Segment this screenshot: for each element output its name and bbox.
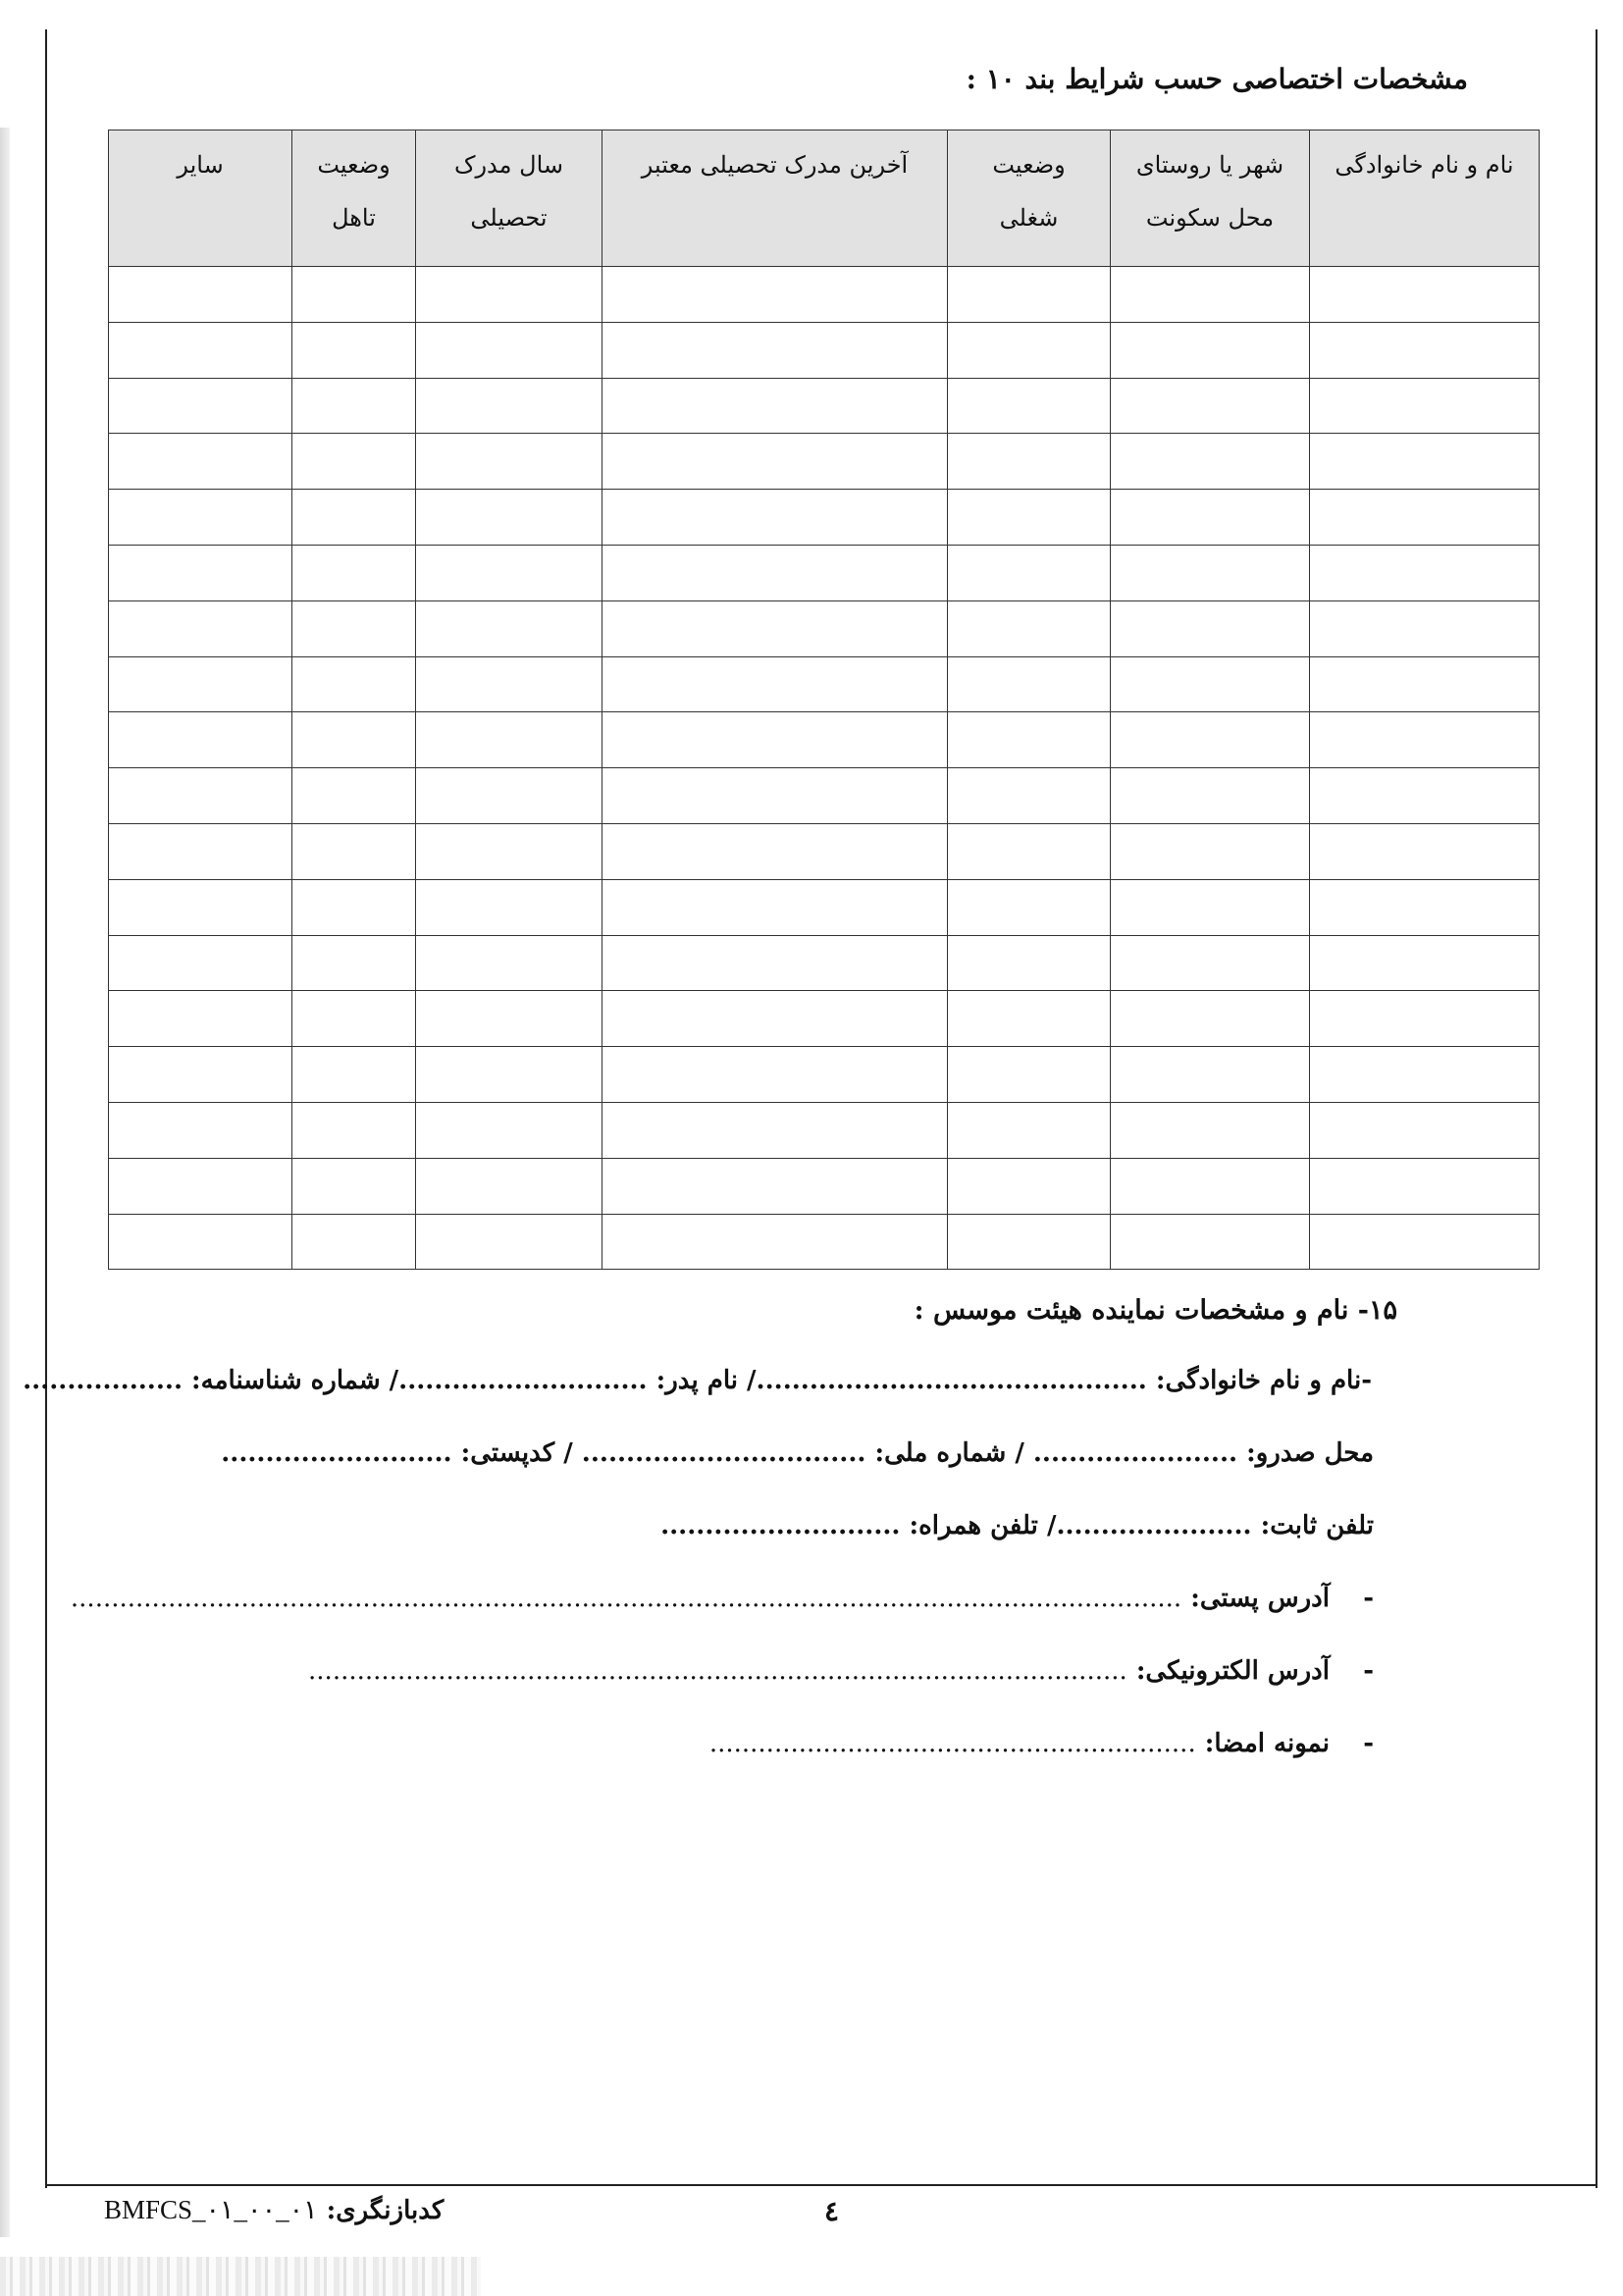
table-cell — [109, 656, 292, 712]
table-row — [109, 935, 1540, 991]
table-cell — [109, 935, 292, 991]
table-row — [109, 768, 1540, 824]
representative-title: ۱۵- نام و مشخصات نماینده هیئت موسس : — [914, 1295, 1397, 1326]
table-cell — [109, 712, 292, 768]
table-cell — [602, 434, 948, 490]
table-row — [109, 267, 1540, 323]
header-last-degree: آخرین مدرک تحصیلی معتبر — [602, 130, 948, 267]
table-row — [109, 600, 1540, 656]
signature-line — [709, 1729, 1374, 1758]
bullet: - — [1363, 1729, 1374, 1758]
table-cell — [292, 267, 416, 323]
table-row — [109, 879, 1540, 935]
table-cell — [602, 991, 948, 1047]
table-cell — [948, 1047, 1111, 1103]
table-row — [109, 823, 1540, 879]
header-residence-city: شهر یا روستای محل سکونت — [1111, 130, 1310, 267]
header-degree-year: سال مدرک تحصیلی — [416, 130, 602, 267]
table-cell — [1111, 600, 1310, 656]
table-cell — [416, 600, 602, 656]
table-cell — [292, 378, 416, 434]
header-employment-status: وضعیت شغلی — [948, 130, 1111, 267]
table-cell — [416, 1102, 602, 1158]
table-cell — [416, 656, 602, 712]
table-cell — [1111, 1102, 1310, 1158]
header-other: سایر — [109, 130, 292, 267]
table-cell — [602, 490, 948, 546]
table-cell — [948, 378, 1111, 434]
table-cell — [109, 545, 292, 600]
table-cell — [1310, 1158, 1540, 1214]
table-row — [109, 712, 1540, 768]
table-cell — [1310, 1214, 1540, 1270]
email-address-label: آدرس الکترونیکی: — [1135, 1656, 1330, 1686]
table-cell — [1310, 712, 1540, 768]
table-cell — [1310, 600, 1540, 656]
table-cell — [1310, 378, 1540, 434]
table-cell — [1111, 490, 1310, 546]
table-row — [109, 378, 1540, 434]
table-cell — [1310, 545, 1540, 600]
table-cell — [1310, 991, 1540, 1047]
table-cell — [602, 378, 948, 434]
table-cell — [1310, 490, 1540, 546]
table-cell — [109, 768, 292, 824]
table-cell — [416, 545, 602, 600]
frame-line-bottom — [45, 2184, 1597, 2186]
table-cell — [602, 322, 948, 378]
frame-line-right — [1596, 29, 1597, 2188]
table-cell — [602, 823, 948, 879]
table-cell — [948, 823, 1111, 879]
table-cell — [602, 656, 948, 712]
table-cell — [292, 879, 416, 935]
table-cell — [109, 1214, 292, 1270]
table-cell — [416, 935, 602, 991]
table-cell — [416, 378, 602, 434]
table-cell — [1111, 823, 1310, 879]
table-cell — [948, 1102, 1111, 1158]
table-row — [109, 991, 1540, 1047]
table-row — [109, 1158, 1540, 1214]
signature-label: نمونه امضا: — [1204, 1729, 1330, 1758]
table-cell — [948, 879, 1111, 935]
postal-address-label: آدرس پستی: — [1190, 1584, 1330, 1613]
table-cell — [292, 935, 416, 991]
table-cell — [109, 378, 292, 434]
table-cell — [1310, 1047, 1540, 1103]
table-cell — [948, 322, 1111, 378]
table-cell — [602, 935, 948, 991]
table-cell — [948, 600, 1111, 656]
table-cell — [1310, 267, 1540, 323]
email-address-dots: ..................................................................................................... — [308, 1656, 1127, 1686]
header-full-name: نام و نام خانوادگی — [1310, 130, 1540, 267]
signature-dots: ............................................................ — [708, 1729, 1196, 1758]
table-cell — [292, 712, 416, 768]
table-cell — [416, 1214, 602, 1270]
table-cell — [109, 991, 292, 1047]
table-cell — [1111, 712, 1310, 768]
table-cell — [416, 823, 602, 879]
table-cell — [416, 434, 602, 490]
table-cell — [1310, 1102, 1540, 1158]
table-cell — [602, 545, 948, 600]
revision-code — [104, 2195, 444, 2225]
table-cell — [1111, 935, 1310, 991]
table-cell — [1111, 768, 1310, 824]
table-cell — [416, 322, 602, 378]
email-address-line — [308, 1656, 1374, 1686]
table-cell — [292, 1158, 416, 1214]
table-cell — [292, 545, 416, 600]
table-cell — [948, 490, 1111, 546]
table-cell — [109, 1102, 292, 1158]
table-row — [109, 656, 1540, 712]
bullet: - — [1363, 1656, 1374, 1686]
table-cell — [292, 768, 416, 824]
table-cell — [948, 434, 1111, 490]
table-cell — [948, 768, 1111, 824]
table-cell — [602, 1214, 948, 1270]
table-cell — [948, 1214, 1111, 1270]
table-cell — [1111, 1047, 1310, 1103]
table-cell — [292, 322, 416, 378]
table-cell — [292, 1047, 416, 1103]
table-cell — [1111, 378, 1310, 434]
table-cell — [292, 823, 416, 879]
representative-id-line: محل صدرو: ....................... / شماره ملی: ................................ / کدپستی: .......................... — [221, 1438, 1374, 1468]
table-header-row — [109, 130, 1540, 267]
table-cell — [292, 1102, 416, 1158]
table-row — [109, 1047, 1540, 1103]
table-cell — [602, 600, 948, 656]
table-cell — [1310, 768, 1540, 824]
table-cell — [416, 267, 602, 323]
table-cell — [948, 545, 1111, 600]
table-cell — [948, 656, 1111, 712]
table-cell — [416, 490, 602, 546]
table-cell — [948, 1158, 1111, 1214]
table-cell — [416, 712, 602, 768]
revision-code-label: کدبازنگری: — [326, 2196, 445, 2225]
table-cell — [1111, 1214, 1310, 1270]
table-cell — [602, 267, 948, 323]
table-cell — [109, 823, 292, 879]
scan-edge-left — [0, 128, 10, 2237]
table-cell — [1111, 991, 1310, 1047]
section-title: مشخصات اختصاصی حسب شرایط بند ۱۰ : — [966, 63, 1468, 95]
table-cell — [109, 1158, 292, 1214]
table-cell — [602, 768, 948, 824]
table-cell — [1310, 879, 1540, 935]
table-cell — [1111, 267, 1310, 323]
table-cell — [292, 1214, 416, 1270]
table-cell — [1111, 879, 1310, 935]
table-cell — [416, 879, 602, 935]
table-row — [109, 434, 1540, 490]
table-cell — [292, 434, 416, 490]
table-cell — [292, 656, 416, 712]
table-cell — [602, 1047, 948, 1103]
table-cell — [1310, 935, 1540, 991]
table-cell — [1310, 322, 1540, 378]
table-cell — [602, 1102, 948, 1158]
table-cell — [109, 434, 292, 490]
table-body — [109, 267, 1540, 1270]
table-cell — [109, 322, 292, 378]
table-cell — [109, 490, 292, 546]
table-cell — [292, 490, 416, 546]
table-cell — [948, 267, 1111, 323]
table-cell — [109, 267, 292, 323]
table-cell — [292, 991, 416, 1047]
table-cell — [1310, 656, 1540, 712]
representative-name-line: -نام و نام خانوادگی: ............................................/ نام پدر: ............................/ شماره شناسنامه: .................. — [23, 1366, 1372, 1395]
table-cell — [416, 1158, 602, 1214]
page-number: ٤ — [824, 2195, 840, 2227]
table-cell — [109, 879, 292, 935]
table-cell — [416, 1047, 602, 1103]
table-row — [109, 490, 1540, 546]
specifications-table — [108, 130, 1540, 1270]
table-cell — [292, 600, 416, 656]
table-row — [109, 322, 1540, 378]
postal-address-line — [71, 1584, 1374, 1613]
table-cell — [109, 600, 292, 656]
table-cell — [416, 991, 602, 1047]
table-cell — [1310, 823, 1540, 879]
table-cell — [416, 768, 602, 824]
table-cell — [109, 1047, 292, 1103]
postal-address-dots: ......................................................................................................................................... — [70, 1584, 1182, 1613]
bullet: - — [1363, 1584, 1374, 1613]
table-cell — [1111, 545, 1310, 600]
header-marital-status: وضعیت تاهل — [292, 130, 416, 267]
table-cell — [1111, 1158, 1310, 1214]
table-row — [109, 545, 1540, 600]
table-cell — [1111, 656, 1310, 712]
representative-phone-line: تلفن ثابت: ....................../ تلفن همراه: ........................... — [660, 1511, 1374, 1540]
scan-edge-bottom — [0, 2257, 481, 2296]
table-cell — [602, 879, 948, 935]
table-row — [109, 1214, 1540, 1270]
revision-code-value: BMFCS_۰۱_۰۰_۰۱ — [104, 2195, 318, 2224]
table-cell — [1111, 434, 1310, 490]
table-row — [109, 1102, 1540, 1158]
table-cell — [948, 991, 1111, 1047]
table-cell — [602, 1158, 948, 1214]
table-cell — [1111, 322, 1310, 378]
table-cell — [948, 935, 1111, 991]
frame-line-left — [45, 29, 47, 2188]
table-cell — [948, 712, 1111, 768]
table-cell — [602, 712, 948, 768]
table-cell — [1310, 434, 1540, 490]
